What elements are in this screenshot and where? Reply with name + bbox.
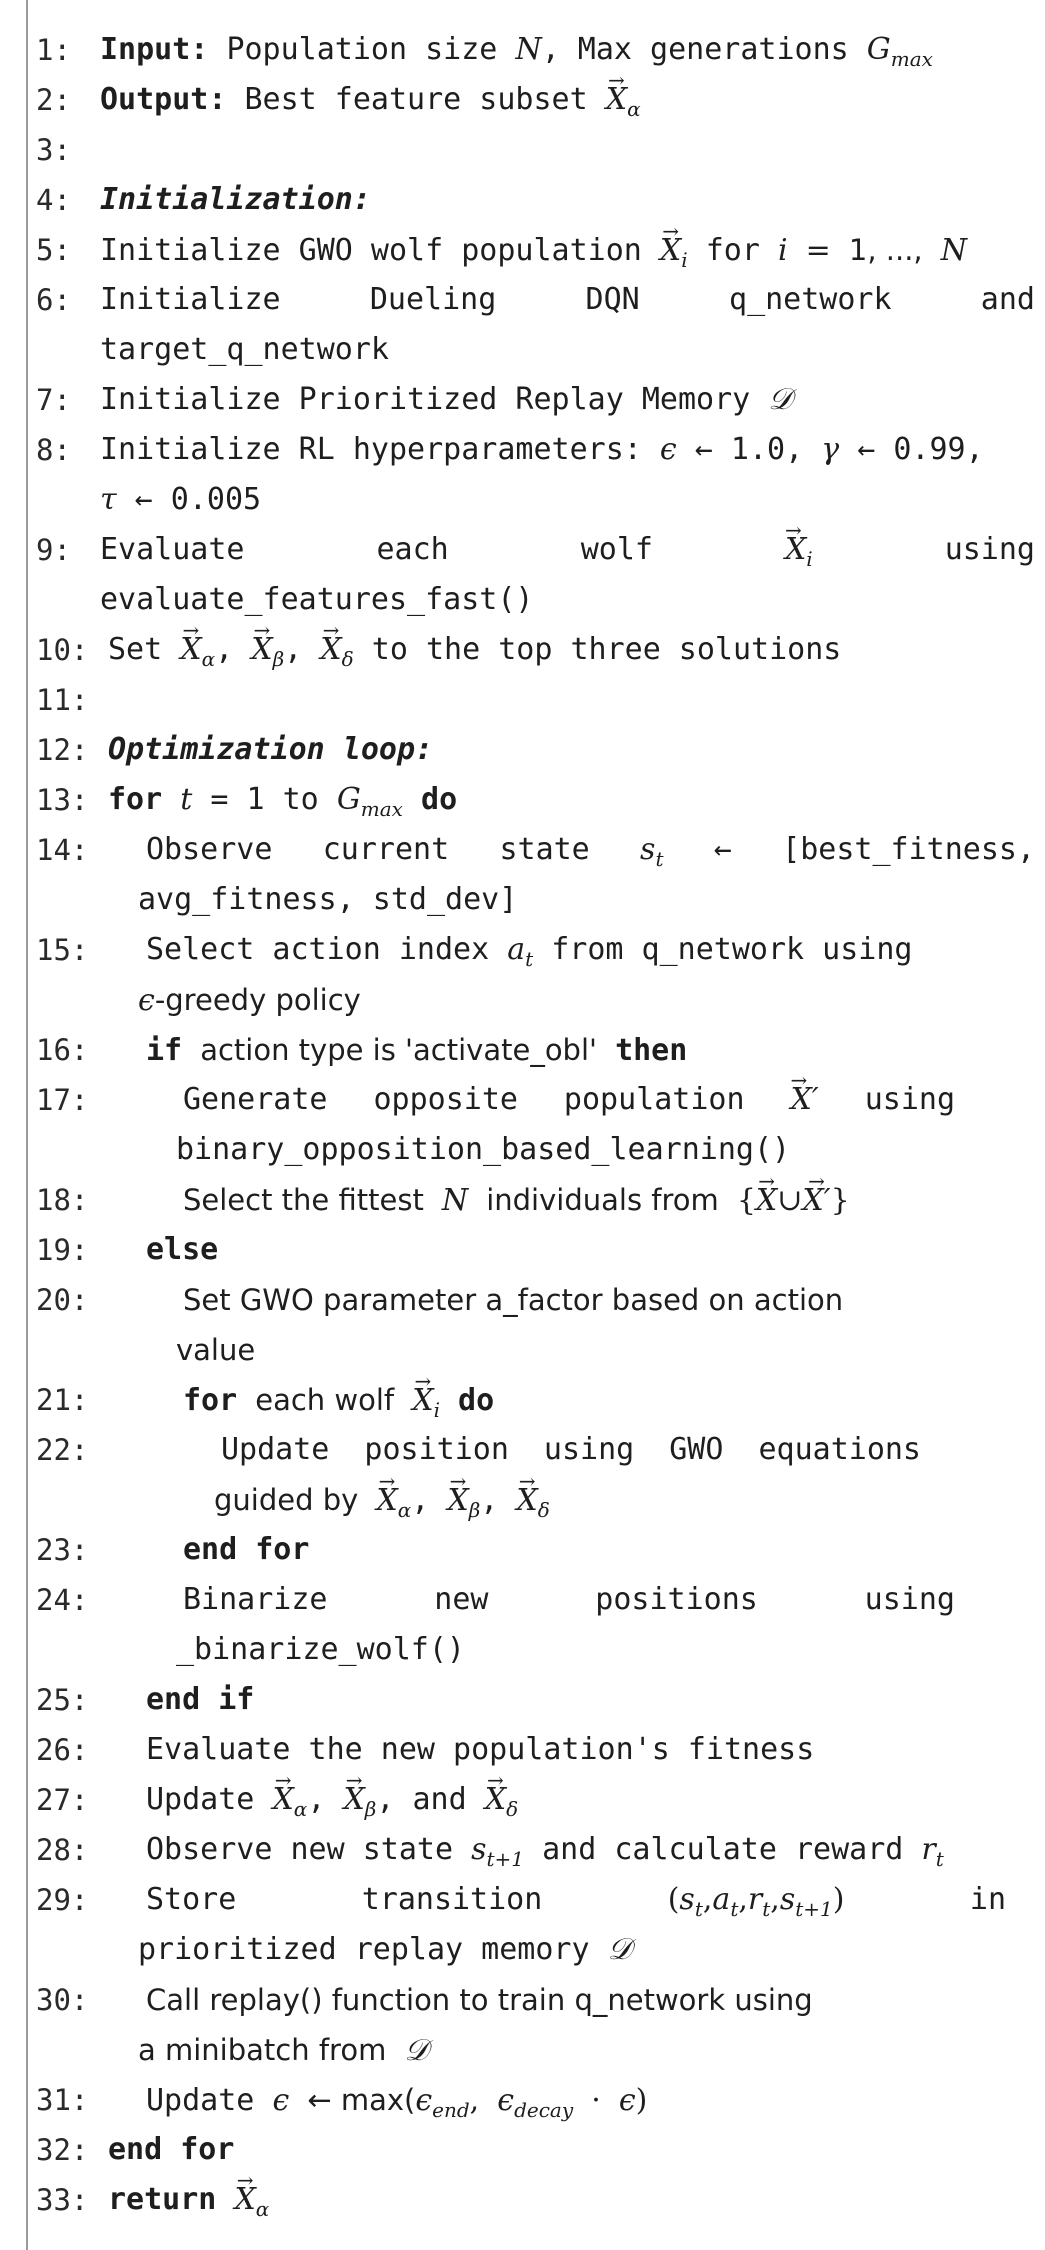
line-8 [100,425,984,475]
punctuation: , [307,1782,326,1817]
math-symbol: ϵ [138,983,155,1018]
line-text: each wolf [255,1383,395,1417]
line-number: 31: [36,2083,89,2117]
line-10 [108,625,841,675]
line-text: for [705,233,760,268]
math-symbol: r [921,1832,936,1867]
line-5 [100,225,967,275]
line-number: 28: [36,1833,89,1867]
math-symbol: r [747,1882,763,1917]
math-symbol: s [640,832,656,867]
line-29-cont [138,1925,632,1975]
line-text: evaluate_features_fast() [100,582,534,617]
line-number: 9: [36,533,71,567]
math-symbol: ϵ [415,2083,433,2118]
punctuation: , [284,632,303,667]
line-26 [146,1725,814,1775]
math-subscript: δ [537,1498,550,1522]
do-keyword: do [421,782,458,817]
math-symbol: s [779,1882,796,1917]
math-subscript: α [201,647,216,671]
math-subscript: α [293,1797,308,1821]
for-keyword: for [108,782,163,817]
line-number: 30: [36,1983,89,2017]
line-text: Initialize RL hyperparameters: [100,432,642,467]
math-symbol: G [336,782,361,817]
vector-symbol: → X [785,535,806,565]
line-text: ← 0.99, [857,432,984,467]
line-text: and calculate reward [542,1832,904,1867]
math-symbol: 𝒟 [404,2033,429,2068]
line-number: 19: [36,1233,89,1267]
vector-symbol: → X [320,635,341,665]
vector-symbol: → X [343,1785,364,1815]
line-6 [100,275,1035,325]
math-symbol: , [770,1882,780,1917]
return-keyword: return [108,2182,217,2217]
math-subscript: β [272,647,285,671]
math-symbol: · [591,2083,601,2118]
math-symbol: ϵ [272,2083,290,2118]
math-symbol: s [471,1832,487,1867]
line-14-cont [138,875,517,925]
math-symbol: N [515,32,542,67]
punctuation: , [215,632,234,667]
line-number: 11: [36,683,89,717]
math-symbol: a [712,1882,731,1917]
vector-symbol: → X [485,1785,506,1815]
math-symbol: ϵ [659,432,677,467]
line-17-cont [176,1125,790,1175]
math-symbol: N [940,233,967,268]
line-text: Best feature subset [244,82,588,117]
math-subscript: t [730,1897,739,1921]
vector-symbol: → X [516,1486,537,1516]
line-text: Set [108,632,163,667]
math-symbol: t [180,782,193,817]
line-text: Select action index [146,932,490,967]
math-symbol: ) [832,1882,845,1917]
math-symbol: a [507,932,526,967]
line-number: 6: [36,283,71,317]
line-4 [100,175,371,225]
line-33 [108,2175,269,2225]
math-symbol: , [702,1882,713,1917]
math-subscript: β [364,1797,377,1821]
math-subscript: i [681,248,688,272]
math-subscript: max [360,797,403,821]
line-text: a minibatch from [138,2033,387,2067]
line-number: 4: [36,183,71,217]
line-text: Update position using GWO equations [221,1432,921,1467]
math-subscript: t [762,1897,771,1921]
line-text: ← 1.0, [694,432,804,467]
line-number: 26: [36,1733,89,1767]
math-subscript: α [627,97,641,121]
section-heading-initialization: Initialization: [100,182,371,217]
line-text: Binarize new positions using [183,1582,955,1617]
else-keyword: else [146,1232,219,1267]
line-text: ← [best_fitness, [713,832,1036,867]
math-symbol: 𝒟 [607,1932,632,1967]
vector-symbol: → X [756,1186,777,1216]
vector-symbol: → X [234,2185,255,2215]
line-32 [108,2125,234,2175]
line-text: action type is 'activate_obl' [200,1033,597,1067]
line-12 [108,725,433,775]
line-number: 17: [36,1083,89,1117]
line-text: ← max( [307,2083,416,2117]
if-keyword: if [146,1033,183,1068]
end-for-keyword: end for [183,1532,310,1567]
line-text: Initialize Dueling DQN q_network and [100,282,1035,317]
math-symbol: γ [821,432,840,467]
punctuation: , [411,1483,430,1518]
math-symbol: 𝒟 [768,382,793,417]
line-number: 12: [36,733,89,767]
vector-symbol: → X [606,85,627,115]
line-9-cont [100,575,533,625]
line-number: 5: [36,233,71,267]
line-text: , and [376,1782,467,1817]
math-subscript: t [655,847,664,871]
line-15-cont [138,975,361,1025]
line-21 [183,1375,494,1425]
line-6-cont [100,325,389,375]
line-14 [146,825,1035,875]
line-number: 8: [36,433,71,467]
line-number: 27: [36,1783,89,1817]
line-text: 1, ..., [848,233,923,267]
line-number: 18: [36,1183,89,1217]
line-text: Generate opposite population [183,1082,745,1117]
line-23 [183,1525,309,1575]
math-subscript: i [433,1398,440,1422]
line-16 [146,1025,687,1075]
input-keyword: Input: [100,32,209,67]
math-symbol: i [778,233,788,268]
line-text: Set GWO parameter a_factor based on action [183,1283,844,1317]
math-symbol: ( [667,1882,680,1917]
math-symbol: ϵ [618,2083,636,2118]
line-13 [108,775,457,825]
punctuation: , [480,1483,499,1518]
line-text: = 1 to [210,782,319,817]
vector-symbol: → X′ [791,1085,819,1115]
line-text: Evaluate the new population's fitness [146,1732,815,1767]
line-18 [183,1175,850,1225]
math-subscript: decay [514,2098,574,2122]
math-symbol: N [441,1183,469,1218]
end-if-keyword: end if [146,1682,255,1717]
math-subscript: t [525,947,534,971]
math-subscript: max [890,47,933,71]
line-20-cont [176,1325,255,1375]
line-31 [146,2075,647,2125]
line-28 [146,1825,944,1875]
line-1 [100,25,933,75]
line-9 [100,525,1035,575]
line-text: -greedy policy [154,983,361,1017]
line-24 [183,1575,955,1625]
line-number: 33: [36,2183,89,2217]
math-subscript: δ [506,1797,519,1821]
do-keyword: do [458,1383,495,1418]
line-text: avg_fitness, std_dev] [138,882,518,917]
line-text: Evaluate each wolf [100,532,653,567]
line-number: 32: [36,2133,89,2167]
line-number: 3: [36,133,71,167]
math-subscript: t [694,1897,703,1921]
line-text: ← 0.005 [134,482,262,517]
line-text: _binarize_wolf() [176,1632,465,1667]
line-text: Initialize Prioritized Replay Memory [100,382,751,417]
line-number: 21: [36,1383,89,1417]
line-number: 22: [36,1433,89,1467]
line-text: target_q_network [100,332,389,367]
line-text: Call replay() function to train q_network using [146,1983,813,2017]
line-number: 24: [36,1583,89,1617]
output-keyword: Output: [100,82,227,117]
line-text: Population size [226,32,498,67]
line-text: using [944,532,1035,567]
end-for-keyword: end for [108,2132,235,2167]
line-text: in [969,1882,1007,1917]
math-subscript: t+1 [795,1897,833,1921]
math-symbol: s [679,1882,695,1917]
line-7 [100,375,792,425]
for-keyword: for [183,1383,238,1418]
line-text: value [176,1333,256,1367]
line-text: guided by [214,1483,359,1517]
math-subscript: α [397,1498,412,1522]
vector-symbol: → X [272,1785,293,1815]
line-25 [146,1675,254,1725]
line-24-cont [176,1625,465,1675]
line-19 [146,1225,218,1275]
line-text: Initialize GWO wolf population [100,233,642,268]
line-17 [183,1075,955,1125]
line-number: 13: [36,783,89,817]
line-number: 7: [36,383,71,417]
math-symbol: { [736,1183,756,1218]
math-symbol: ) [635,2083,648,2118]
line-text: Update [146,1782,255,1817]
vector-symbol: → X [251,635,272,665]
line-text: using [864,1082,956,1117]
vector-symbol: → X [412,1386,433,1416]
line-text: Update [146,2083,255,2118]
line-22-cont [214,1475,550,1525]
math-symbol: } [830,1183,850,1218]
line-text: , Max generations [541,32,849,67]
math-symbol: G [866,32,891,67]
line-number: 15: [36,933,89,967]
math-subscript: α [255,2197,270,2221]
line-number: 20: [36,1283,89,1317]
line-number: 29: [36,1883,89,1917]
line-8-cont [100,475,261,525]
math-symbol: , [738,1882,748,1917]
math-subscript: i [806,547,813,571]
math-subscript: δ [341,647,354,671]
vector-symbol: → X [376,1486,397,1516]
line-text: Select the fittest [183,1183,424,1217]
line-27 [146,1775,518,1825]
line-text: Store transition [146,1882,543,1917]
line-number: 2: [36,83,71,117]
math-symbol: , [469,2083,480,2118]
math-symbol: ∪ [777,1183,803,1218]
line-text: binary_opposition_based_learning() [176,1132,791,1167]
line-text: prioritized replay memory [138,1932,590,1967]
line-text: from q_network using [551,932,913,967]
line-text: individuals from [486,1183,719,1217]
math-subscript: β [468,1498,481,1522]
line-number: 16: [36,1033,89,1067]
math-symbol: τ [100,482,117,517]
line-text: to the top three solutions [371,632,842,667]
line-text: Observe new state [146,1832,454,1867]
math-subscript: t [935,1847,944,1871]
line-number: 23: [36,1533,89,1567]
vector-symbol: → X [180,635,201,665]
line-2 [100,75,641,125]
line-30-cont [138,2025,428,2075]
math-symbol: = [805,233,831,268]
line-29 [146,1875,1006,1925]
vector-symbol: → X′ [802,1186,830,1216]
section-heading-optimization: Optimization loop: [108,732,434,767]
line-number: 1: [36,33,71,67]
math-subscript: t+1 [486,1847,525,1871]
line-number: 25: [36,1683,89,1717]
line-number: 14: [36,833,89,867]
line-30 [146,1975,813,2025]
vector-symbol: → X [447,1486,468,1516]
line-15 [146,925,912,975]
vector-symbol: → X [660,236,681,266]
then-keyword: then [615,1033,688,1068]
line-text: Observe current state [146,832,590,867]
line-20 [183,1275,843,1325]
math-symbol: ϵ [497,2083,515,2118]
line-number: 10: [36,633,89,667]
line-22 [221,1425,921,1475]
math-subscript: end [432,2098,470,2122]
